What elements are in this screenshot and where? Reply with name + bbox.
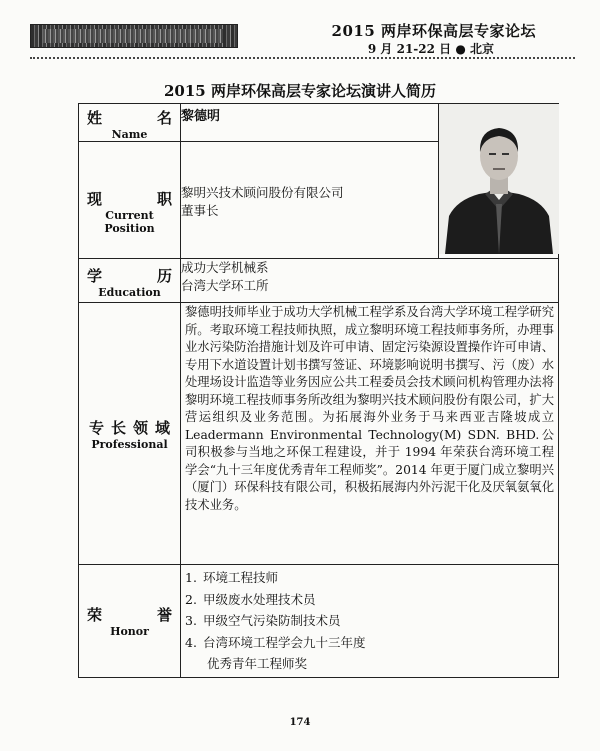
honor-row [79,565,559,678]
header-decorative-banner [30,24,238,48]
name-value-cell [181,104,439,142]
professional-description: 黎德明技师毕业于成功大学机械工程学系及台湾大学环境工程学研究所。考取环境工程技师执照，成立黎明环境工程技师事务所，办理事业水污染防治措施计划及许可申请、固定污染源设置操作许可申请、专用下水道设置计划书撰写签证、环境影响说明书撰写、污（废）水处理场设计监造等业务因应公共工程委员会技术顾问机构管理办法将黎明环境工程技师事务所改组为黎明兴技术顾问股份有限公司，扩大营运组织及业务范围。为拓展海外业务于马来西亚吉隆坡成立 Leadermann Environmental Technology(M) SDN. BHD.公司积极参与当地之环保工程建设，并于 1994 年荣获台湾环境工程学会“九十三年度优秀青年工程师奖”。2014 年更于厦门成立黎明兴（厦门）环保科技有限公司，积极拓展海内外污泥干化及厌氧氨氧化技术业务。 [185,305,554,512]
conference-date: 9 月 21-22 日 ● 北京 [367,42,494,56]
position-label: 现 职 Current Position [79,142,181,259]
education-label: 学 历 Education [79,259,181,303]
name-row [79,104,559,142]
honor-list [181,565,558,677]
portrait-photo [439,104,559,254]
education-value-cell [181,259,559,303]
header-divider [30,57,575,59]
professional-row [79,303,559,565]
page-title: 2015 两岸环保高层专家论坛演讲人简历 [164,82,436,100]
position-value-cell [181,142,439,259]
honor-item: 4. 台湾环境工程学会九十三年度 [185,634,366,650]
name-label: 姓 名 Name [79,104,181,142]
honor-item: 3. 甲级空气污染防制技术员 [185,613,341,628]
resume-table [78,103,559,678]
page-number: 174 [289,717,311,728]
position-title: 董事长 [181,202,219,218]
honor-value-cell [181,565,559,678]
education-item: 台湾大学环工所 [181,277,269,293]
position-company: 黎明兴技术顾问股份有限公司 [181,185,344,200]
honor-item: 2. 甲级废水处理技术员 [185,591,316,607]
professional-value-cell [181,303,559,565]
honor-label: 荣 誉 Honor [79,565,181,678]
name-value: 黎德明 [181,109,221,124]
education-item: 成功大学机械系 [181,260,269,275]
honor-item: 1. 环境工程技师 [185,570,279,585]
education-row [79,259,559,303]
conference-title: 2015 两岸环保高层专家论坛 [331,22,536,40]
honor-item-continuation: 优秀青年工程师奖 [207,656,308,671]
photo-cell [439,104,559,259]
professional-label: 专 长 领 域 Professional [79,303,181,565]
